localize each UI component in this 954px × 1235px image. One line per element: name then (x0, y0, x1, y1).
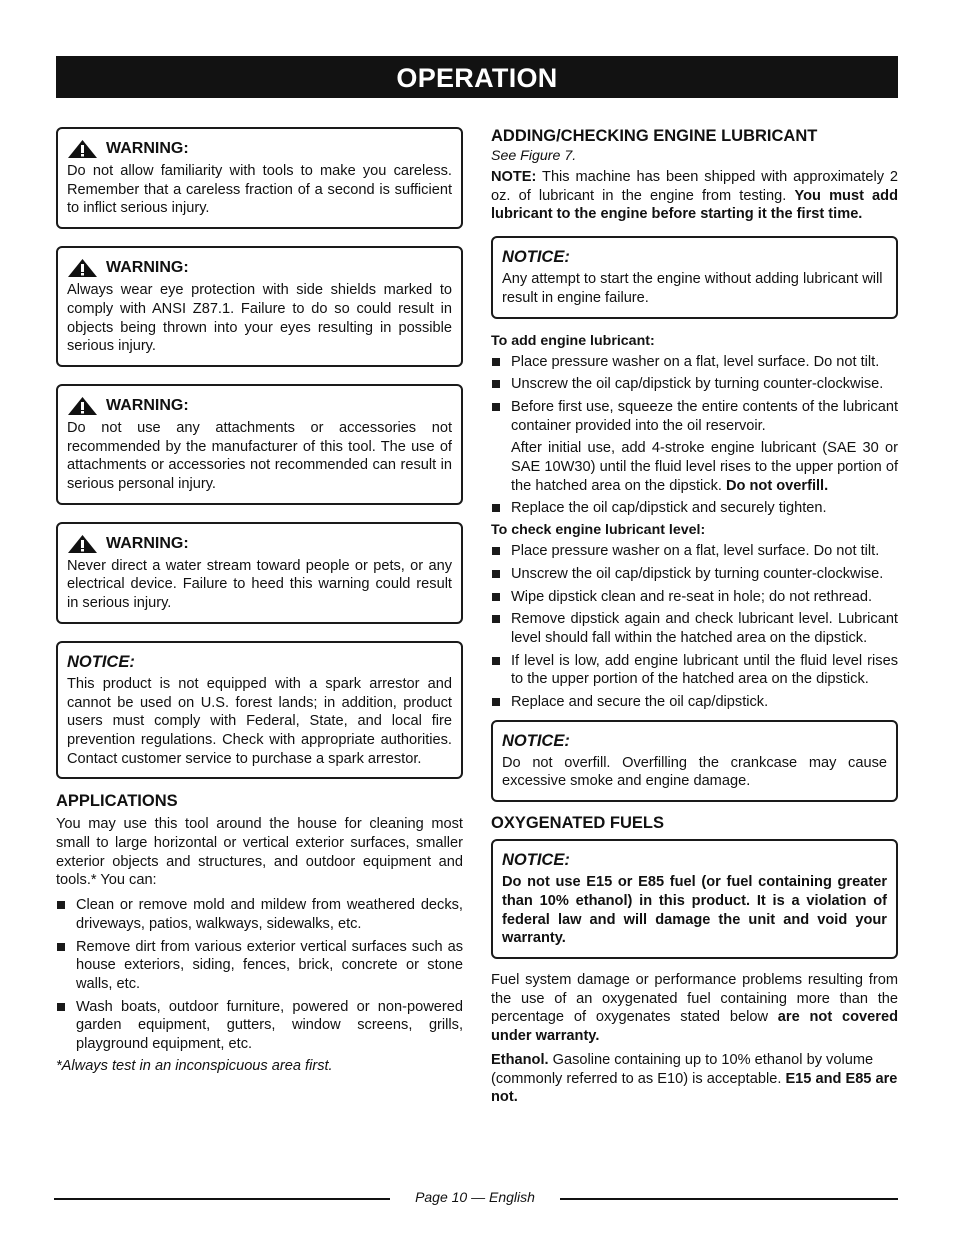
list-item: Place pressure washer on a flat, level surface. Do not tilt. (491, 542, 898, 561)
ethanol-bold: E15 and E85 are not. (491, 1070, 898, 1106)
footer-rule-right (560, 1198, 898, 1200)
notice-text: Do not use E15 or E85 fuel (or fuel containing greater than 10% ethanol) in this product. It is a violation of federal law and will damage the unit and void your warranty. (502, 874, 887, 947)
warning-box (56, 384, 463, 505)
oxygenated-fuels-heading: OXYGENATED FUELS (491, 814, 664, 833)
right-column (491, 127, 898, 1111)
lubricant-heading: ADDING/CHECKING ENGINE LUBRICANT (491, 127, 818, 145)
left-column (56, 127, 463, 1074)
note-text: This machine has been shipped with approximately 2 oz. of lubricant in the engine from testing. (491, 169, 898, 204)
warning-triangle-icon (67, 396, 98, 416)
lubricant-note (491, 168, 898, 224)
list-item: Remove dirt from various exterior vertical surfaces such as house exteriors, siding, fences, brick, concrete or stone walls, etc. (56, 938, 463, 994)
list-item: Unscrew the oil cap/dipstick by turning counter-clockwise. (491, 565, 898, 584)
fuels-paragraph (491, 971, 898, 1046)
see-figure: See Figure 7. (491, 148, 577, 164)
add-lubricant-list (491, 353, 898, 519)
notice-label: NOTICE: (502, 248, 570, 267)
ethanol-text: Gasoline containing up to 10% ethanol by volume (commonly referred to as E10) is acceptable. (491, 1051, 874, 1087)
list-item: Wash boats, outdoor furniture, powered or non-powered garden equipment, gutters, window screens, grills, playground equipment, etc. (56, 998, 463, 1054)
warning-box (56, 127, 463, 229)
list-item: If level is low, add engine lubricant until the fluid level rises to the upper portion of the hatched area on the dipstick. (491, 652, 898, 689)
warning-box (56, 522, 463, 624)
warning-text: Do not allow familiarity with tools to make you careless. Remember that a careless fraction of a second is sufficient to inflict serious injury. (67, 163, 452, 217)
warning-text: Do not use any attachments or accessories not recommended by the manufacturer of this tool. The use of attachments or accessories not recommended can result in serious personal injury. (67, 419, 452, 493)
note-label: NOTE: (491, 169, 537, 185)
list-item: Place pressure washer on a flat, level surface. Do not tilt. (491, 353, 898, 372)
notice-label: NOTICE: (502, 731, 570, 750)
list-item-continuation (491, 439, 898, 495)
add-lubricant-heading: To add engine lubricant: (491, 332, 655, 349)
notice-box (491, 839, 898, 959)
notice-label: NOTICE: (502, 851, 570, 870)
warning-label: WARNING: (106, 396, 189, 414)
warning-text: Never direct a water stream toward people or pets, or any electrical device. Failure to heed this warning could result in serious injury. (67, 557, 452, 612)
warning-label: WARNING: (106, 259, 189, 277)
footer-rule-left (54, 1198, 390, 1200)
fuels-text: Fuel system damage or performance problems resulting from the use of an oxygenated fuel containing more than the percentage of oxygenates stated below (491, 971, 898, 1026)
applications-intro: You may use this tool around the house for cleaning most small to large horizontal or vertical exterior surfaces, smaller exterior objects and structures, and outdoor equipment and tools.* You can: (56, 816, 463, 889)
warning-label: WARNING: (106, 534, 189, 552)
warning-label: WARNING: (106, 140, 189, 157)
notice-text: Do not overfill. Overfilling the crankcase may cause excessive smoke and engine damage. (502, 754, 887, 790)
list-item: Before first use, squeeze the entire contents of the lubricant container provided into the oil reservoir. (491, 398, 898, 435)
page-number: Page 10 — English (415, 1189, 535, 1205)
page-footer (54, 1187, 898, 1207)
ethanol-paragraph (491, 1051, 898, 1107)
warning-triangle-icon (67, 139, 98, 159)
check-lubricant-list (491, 542, 898, 712)
notice-box (491, 236, 898, 318)
list-item: Unscrew the oil cap/dipstick by turning counter-clockwise. (491, 375, 898, 394)
list-item: Clean or remove mold and mildew from weathered decks, driveways, patios, walkways, sidewalks, etc. (56, 896, 463, 933)
warning-triangle-icon (67, 534, 98, 554)
notice-box (56, 641, 463, 780)
applications-heading: APPLICATIONS (56, 792, 178, 811)
fuels-bold: are not covered under warranty. (491, 1009, 898, 1045)
warning-triangle-icon (67, 258, 98, 278)
note-bold: You must add lubricant to the engine before starting it the first time. (491, 187, 898, 223)
check-lubricant-heading: To check engine lubricant level: (491, 522, 706, 539)
page-title: OPERATION (56, 56, 898, 98)
notice-text: Any attempt to start the engine without adding lubricant will result in engine failure. (502, 271, 883, 306)
list-item: Replace the oil cap/dipstick and securely tighten. (491, 499, 898, 518)
ethanol-label: Ethanol. (491, 1051, 549, 1068)
continuation-text: After initial use, add 4-stroke engine lubricant (SAE 30 or SAE 10W30) until the fluid level rises to the upper portion of the hatched area on the dipstick. (511, 440, 898, 494)
list-item: Wipe dipstick clean and re-seat in hole; do not rethread. (491, 588, 898, 607)
warning-box (56, 246, 463, 367)
list-item: Replace and secure the oil cap/dipstick. (491, 693, 898, 712)
notice-text: This product is not equipped with a spark arrestor and cannot be used on U.S. forest lands; in addition, product users must comply with Federal, State, and local fire prevention regulations. Check with appropriate authorities. Contact customer service to purchase a spark arrestor. (67, 675, 452, 767)
warning-text: Always wear eye protection with side shields marked to comply with ANSI Z87.1. Failure to do so could result in objects being thrown into your eyes resulting in possible serious injury. (67, 282, 452, 355)
list-item: Remove dipstick again and check lubricant level. Lubricant level should fall within the hatched area on the dipstick. (491, 610, 898, 647)
applications-footnote: *Always test in an inconspicuous area first. (56, 1057, 333, 1074)
continuation-bold: Do not overfill. (726, 477, 829, 494)
notice-label: NOTICE: (67, 652, 135, 671)
notice-box (491, 720, 898, 802)
applications-list (56, 896, 463, 1054)
